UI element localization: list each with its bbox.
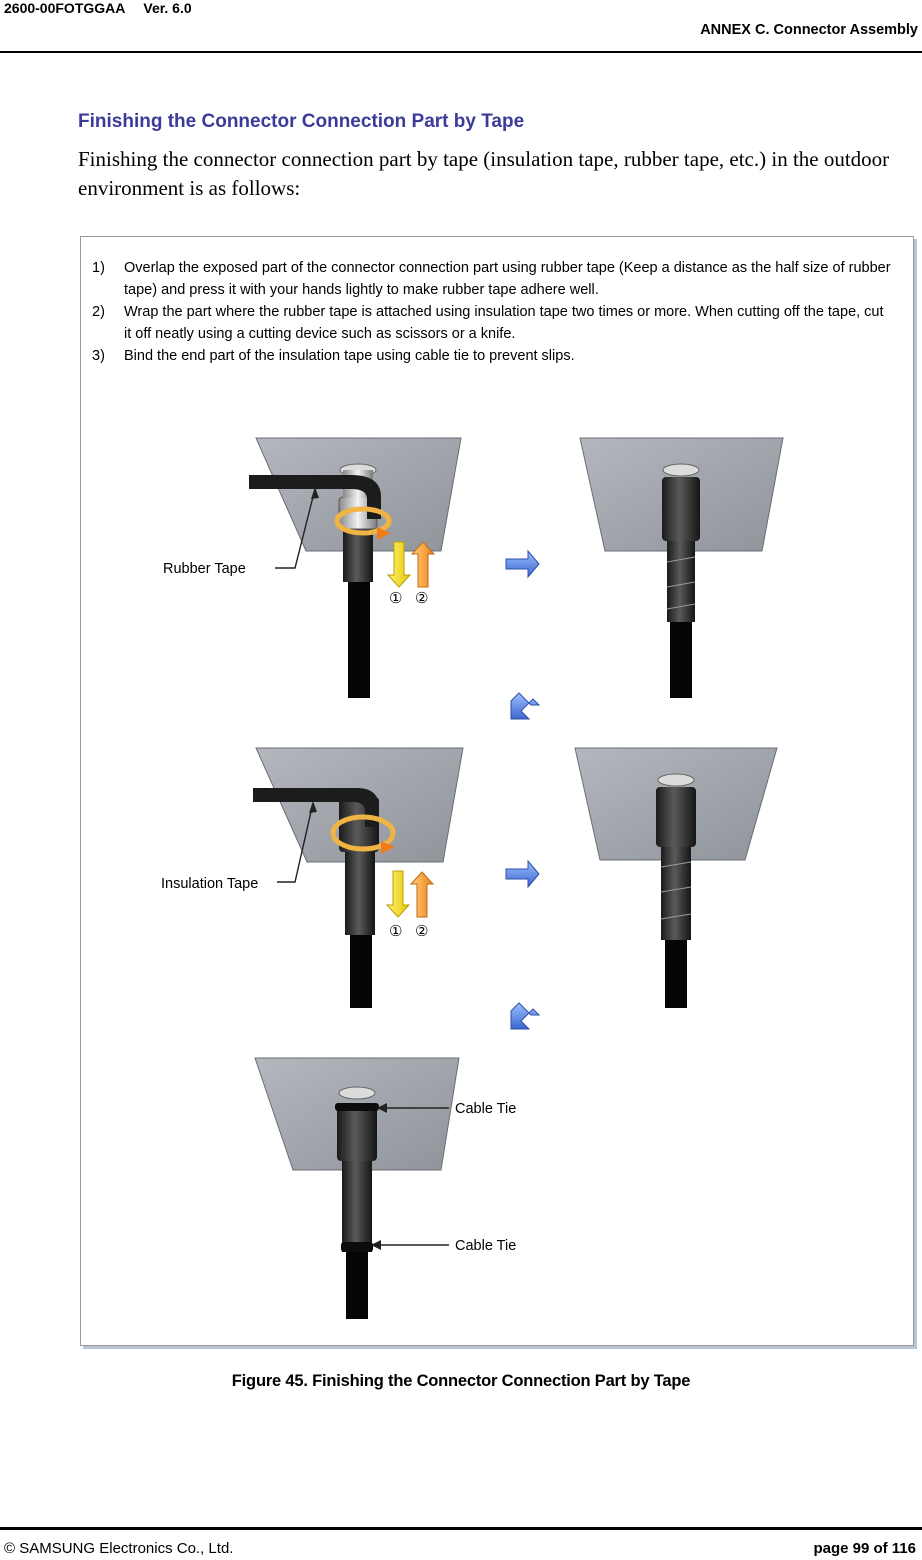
arrow-down-1 [387,871,409,917]
section-title: Finishing the Connector Connection Part by Tape [78,111,525,132]
intro-paragraph: Finishing the connector connection part by tape (insulation tape, rubber tape, etc.) in the outdoor environment is as follows: [78,147,890,200]
arrow-down-left-icon [511,1003,539,1029]
header-section: ANNEX C. Connector Assembly [700,22,918,38]
step3-cable-tie-scene [255,1058,516,1319]
taped-connector-body [656,787,696,847]
step-text: Wrap the part where the rubber tape is attached using insulation tape two times or more. When cutting off the tape, cut it off neatly using a cutting device such as scissors or a knife. [124,304,884,342]
connector-flange [339,1087,375,1099]
figure-caption: Figure 45. Finishing the Connector Connection Part by Tape [231,1372,691,1390]
step2-insulation-tape-scene [161,748,463,1008]
insulation-taped-section [342,1157,372,1252]
footer-divider [0,1527,922,1530]
arrow-right-icon [506,861,539,887]
step1-result-scene [580,438,783,698]
mark-2: ② [415,590,429,607]
cable [346,1249,368,1319]
mark-1: ① [389,923,403,940]
version: Ver. 6.0 [143,0,192,16]
connector-flange [658,774,694,786]
cable-tie-bottom [341,1242,373,1252]
connector-flange [663,464,699,476]
cable-tie-top-label: Cable Tie [455,1101,517,1117]
rubber-tape-label: Rubber Tape [163,561,246,577]
mark-1: ① [389,590,403,607]
step1-rubber-tape-scene [163,438,461,698]
cable [350,932,372,1008]
cable-tie-top [335,1103,379,1111]
connector-taping-illustration [81,237,911,1343]
cable-tie-bottom-label: Cable Tie [455,1238,517,1254]
arrow-down-left-icon [511,693,539,719]
step-text: Bind the end part of the insulation tape using cable tie to prevent slips. [124,348,575,364]
step2-result-scene [575,748,777,1008]
footer-copyright: © SAMSUNG Electronics Co., Ltd. [4,1540,234,1557]
step-number: 1) [92,260,105,276]
taped-connector-body [337,1105,377,1161]
step-number: 3) [92,348,105,364]
header-doc-info [4,0,192,16]
cable [670,620,692,698]
footer-page-number: page 99 of 116 [813,1540,916,1557]
cable [348,580,370,698]
rubber-taped-section [345,847,375,935]
taped-connector-body [662,477,700,541]
arrow-right-icon [506,551,539,577]
insulation-tape-label: Insulation Tape [161,876,259,892]
doc-id: 2600-00FOTGGAA [4,0,126,16]
step-number: 2) [92,304,105,320]
header-divider [0,51,922,53]
mark-2: ② [415,923,429,940]
step-text: Overlap the exposed part of the connector connection part using rubber tape (Keep a distance as the half size of rubber tape) and press it with your hands lightly to make rubber tape adhere well. [124,260,891,298]
cable [665,937,687,1008]
rubber-taped-section [667,537,695,622]
arrow-up-2 [411,872,433,917]
